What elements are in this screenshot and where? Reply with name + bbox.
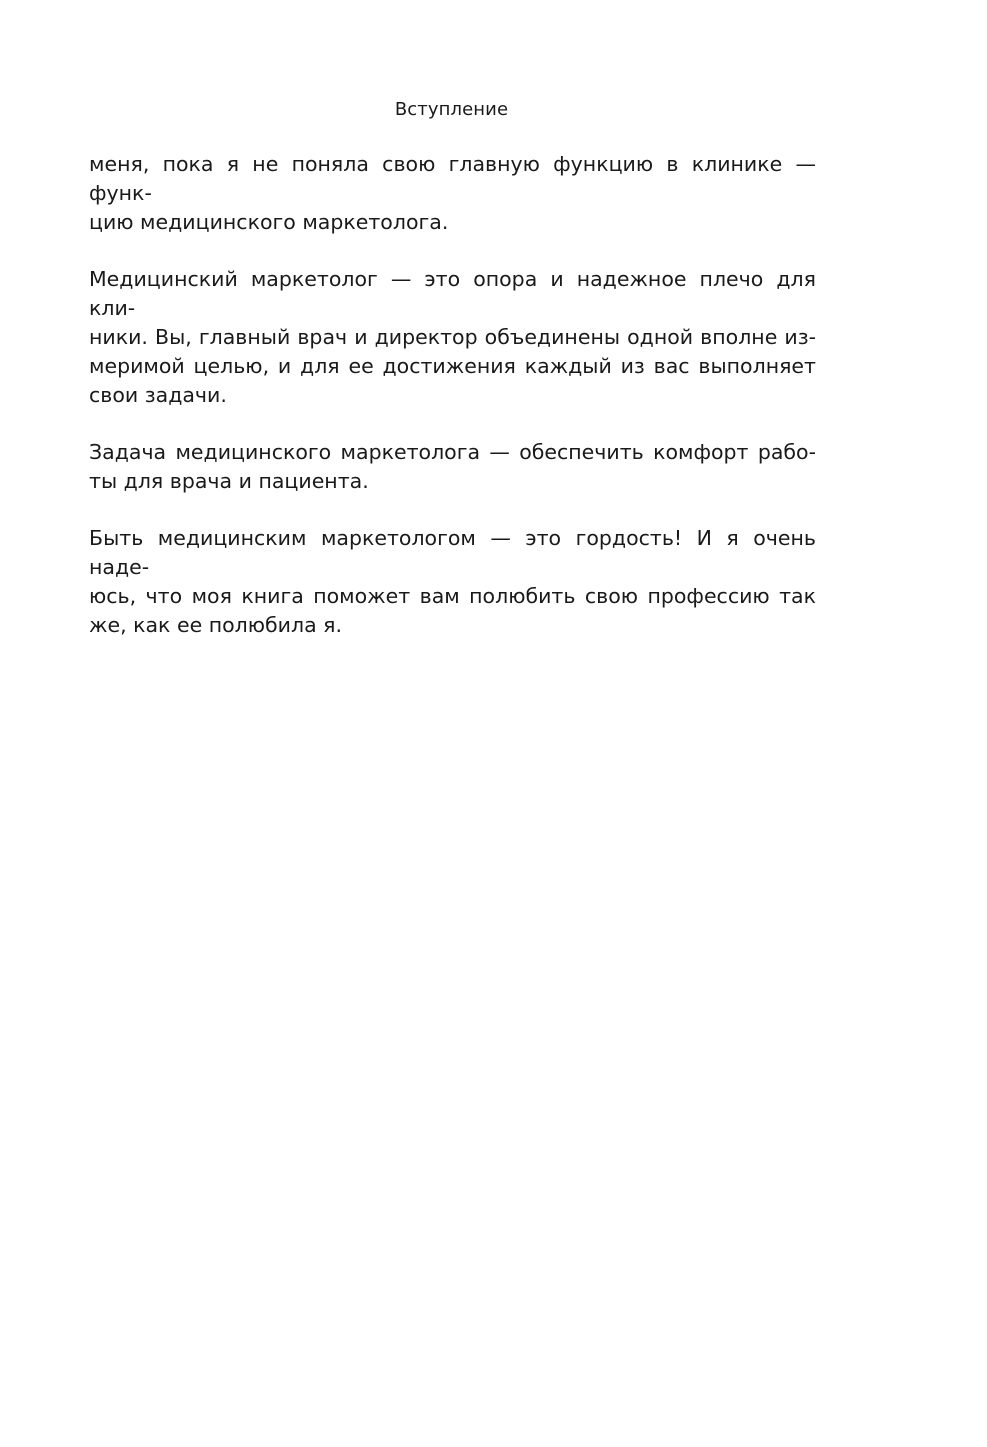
text-line: ты для врача и пациента. (89, 469, 369, 493)
paragraph (89, 265, 816, 410)
running-header: Вступление (394, 99, 509, 120)
text-line: меримой целью, и для ее достижения каждый из вас выполняет (89, 354, 816, 378)
text-line: Медицинский маркетолог — это опора и надежное плечо для кли- (89, 267, 816, 320)
body-text (89, 150, 816, 668)
paragraph (89, 438, 816, 496)
text-line: же, как ее полюбила я. (89, 613, 342, 637)
text-line: Быть медицинским маркетологом — это гордость! И я очень наде- (89, 526, 816, 579)
text-line: цию медицинского маркетолога. (89, 210, 449, 234)
text-line: юсь, что моя книга поможет вам полюбить свою профессию так (89, 584, 816, 608)
text-line: Задача медицинского маркетолога — обеспечить комфорт рабо- (89, 440, 816, 464)
paragraph (89, 150, 816, 237)
text-line: ники. Вы, главный врач и директор объединены одной вполне из- (89, 325, 816, 349)
paragraph (89, 524, 816, 640)
text-line: свои задачи. (89, 383, 227, 407)
text-line: меня, пока я не поняла свою главную функцию в клинике — функ- (89, 152, 816, 205)
